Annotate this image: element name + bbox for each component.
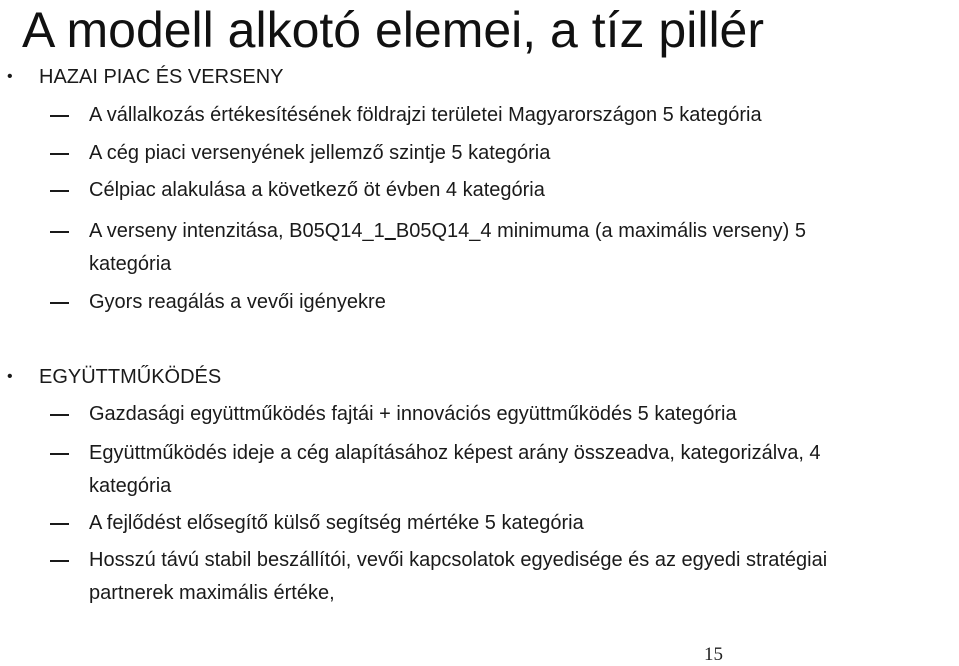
bullet-icon: • [7,68,13,85]
bullet-icon: • [7,368,13,385]
list-item-text: Hosszú távú stabil beszállítói, vevői kapcsolatok egyedisége és az egyedi stratégiai [89,549,828,571]
list-item-text-continuation: kategória [89,475,172,497]
dash-icon [50,115,69,117]
page-number: 15 [704,644,723,665]
dash-icon [50,523,69,525]
dash-icon [50,453,69,455]
list-item-text-part: A verseny intenzitása, B05Q14_1 [89,220,385,242]
list-item-text: A vállalkozás értékesítésének földrajzi területei Magyarországon 5 kategória [89,104,762,126]
dash-icon [50,231,69,233]
list-item-text-continuation: kategória [89,253,172,275]
dash-icon [50,414,69,416]
dash-icon [50,153,69,155]
underline-gap [385,220,396,242]
list-item-text-part: B05Q14_4 minimuma (a maximális verseny) 5 [395,220,807,242]
list-item-text: Együttműködés ideje a cég alapításához képest arány összeadva, kategorizálva, 4 [89,442,821,464]
list-item-text: A cég piaci versenyének jellemző szintje 5 kategória [89,142,551,164]
section-heading-text: EGYÜTTMŰKÖDÉS [39,366,222,388]
dash-icon [50,560,69,562]
list-item-text: A fejlődést elősegítő külső segítség mértéke 5 kategória [89,512,584,534]
list-item-text [89,216,806,246]
list-item-text: Gazdasági együttműködés fajtái + innovációs együttműködés 5 kategória [89,403,737,425]
list-item-text: Gyors reagálás a vevői igényekre [89,291,386,313]
dash-icon [50,190,69,192]
list-item-text-continuation: partnerek maximális értéke, [89,582,335,604]
slide-title: A modell alkotó elemei, a tíz pillér [22,2,765,58]
section-heading-text: HAZAI PIAC ÉS VERSENY [39,66,284,88]
list-item-text: Célpiac alakulása a következő öt évben 4 kategória [89,179,545,201]
dash-icon [50,302,69,304]
